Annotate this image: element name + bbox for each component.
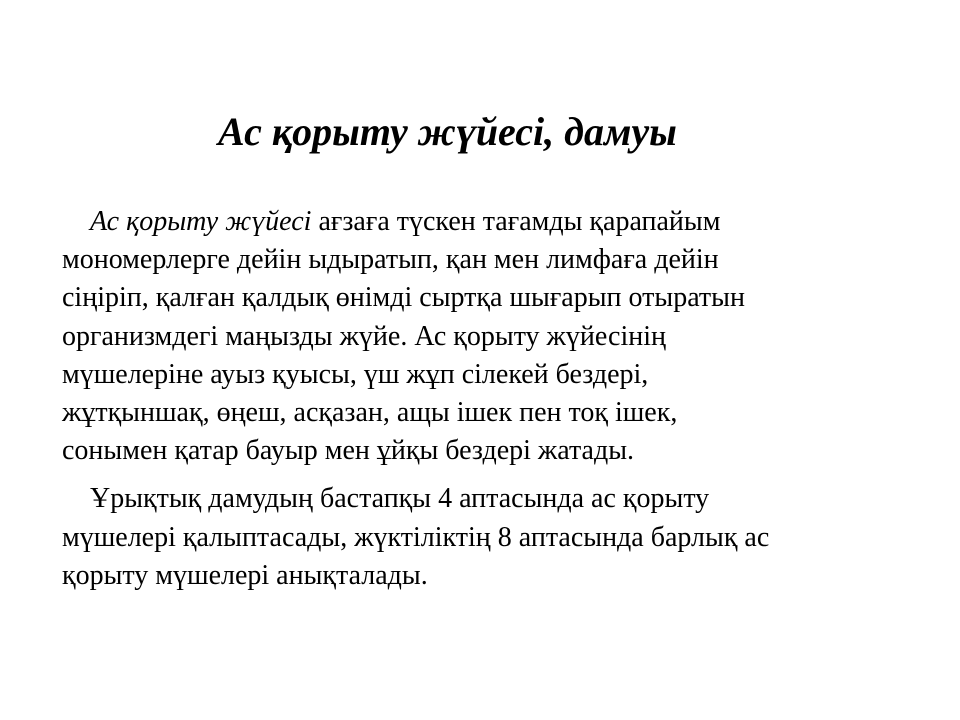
- slide-title: Ас қорыту жүйесі, дамуы: [218, 109, 677, 154]
- paragraph-line: организмдегі маңызды жүйе. Ас қорыту жүйесінің: [62, 320, 666, 352]
- paragraph-line: [62, 203, 922, 241]
- paragraph-line: сонымен қатар бауыр мен ұйқы бездері жатады.: [62, 435, 635, 467]
- italic-term: Ас қорыту жүйесі: [90, 206, 312, 237]
- paragraph-digestive-system: [62, 203, 922, 470]
- paragraph-line: сіңіріп, қалған қалдық өнімді сыртқа шығарып отыратын: [62, 282, 745, 314]
- paragraph-line-text: ағзаға түскен тағамды қарапайым: [311, 206, 721, 237]
- slide-body: [62, 203, 922, 595]
- paragraph-line: мономерлерге дейін ыдыратып, қан мен лимфаға дейін: [62, 244, 719, 276]
- paragraph-line-text: Ұрықтық дамудың бастапқы 4 аптасында ас қорыту: [90, 483, 710, 515]
- paragraph-development: [62, 480, 922, 595]
- paragraph-line: жұтқыншақ, өңеш, асқазан, ащы ішек пен тоқ ішек,: [62, 397, 678, 429]
- paragraph-line: мүшелері қалыптасады, жүктіліктің 8 аптасында барлық ас: [62, 521, 770, 553]
- paragraph-line: [62, 480, 922, 518]
- paragraph-line: мүшелеріне ауыз қуысы, үш жұп сілекей бездері,: [62, 358, 649, 390]
- paragraph-line: қорыту мүшелері анықталады.: [62, 559, 428, 591]
